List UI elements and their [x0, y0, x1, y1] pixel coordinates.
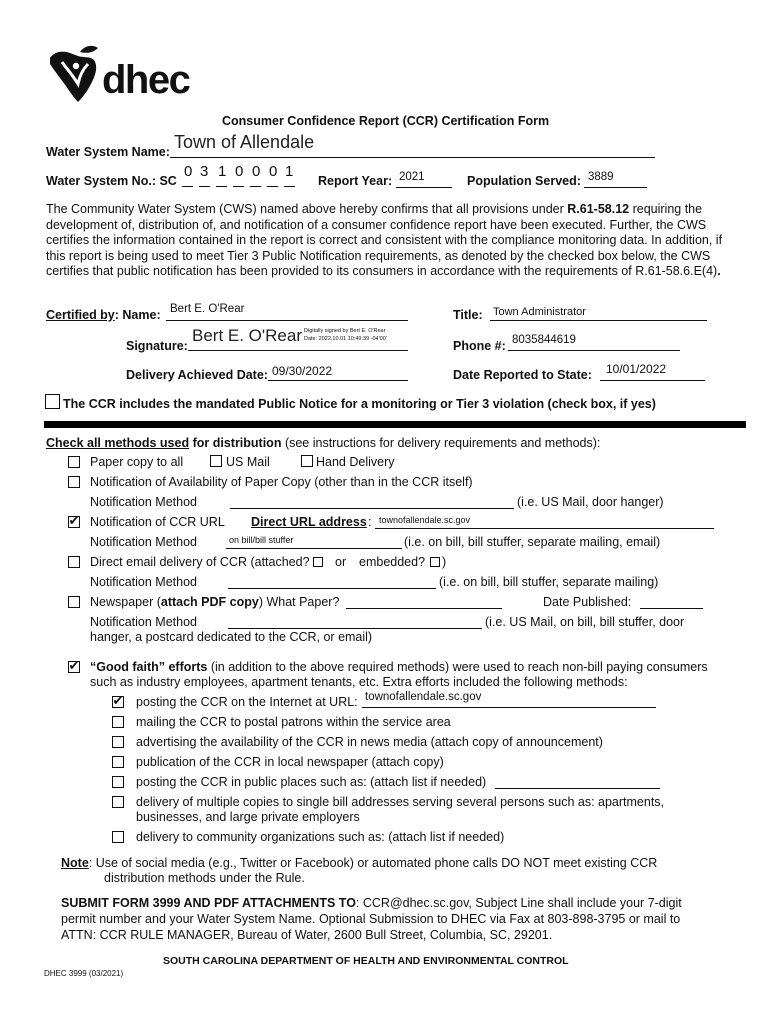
note-text: Note: Use of social media (e.g., Twitter or Facebook) or automated phone calls DO NOT meet existing CCR — [61, 856, 658, 870]
digit: 0 — [269, 163, 278, 180]
gf-community-label: delivery to community organizations such as: (attach list if needed) — [136, 830, 505, 844]
hand-delivery-checkbox[interactable] — [301, 455, 313, 467]
system-no-label: Water System No.: SC — [46, 174, 177, 188]
direct-url-line — [375, 528, 714, 529]
news-notif-line[interactable] — [228, 628, 482, 629]
gf-community-checkbox[interactable] — [112, 831, 124, 843]
good-faith-label: “Good faith” efforts (in addition to the above required methods) were used to reach non-bill paying consumers — [90, 660, 708, 674]
population-label: Population Served: — [467, 174, 581, 188]
email-or: or — [335, 555, 347, 569]
certified-name-line — [166, 320, 408, 321]
reported-line — [600, 380, 705, 381]
us-mail-checkbox[interactable] — [210, 455, 222, 467]
system-name-value[interactable]: Town of Allendale — [174, 132, 315, 152]
email-label: Direct email delivery of CCR (attached? — [90, 555, 310, 569]
signature-note-1: Digitally signed by Bert E. O'Rear — [304, 328, 386, 334]
gf-public-places-checkbox[interactable] — [112, 776, 124, 788]
newspaper-paper-line[interactable] — [346, 608, 502, 609]
signature-line — [188, 350, 408, 351]
availability-notif-hint: (i.e. US Mail, door hanger) — [517, 495, 664, 509]
submit-line-3: ATTN: CCR RULE MANAGER, Bureau of Water, 2600 Bull Street, Columbia, SC, 29201. — [61, 928, 553, 942]
system-name-line — [170, 157, 655, 158]
title-label: Title: — [453, 308, 483, 322]
delivery-line — [268, 380, 408, 381]
note-text-2: distribution methods under the Rule. — [104, 871, 305, 885]
digit: 0 — [184, 163, 193, 180]
email-notif-line[interactable] — [228, 588, 436, 589]
digit: 0 — [235, 163, 244, 180]
phone-line — [508, 350, 680, 351]
signature-value[interactable]: Bert E. O'Rear — [192, 326, 303, 345]
availability-label: Notification of Availability of Paper Copy (other than in the CCR itself) — [90, 475, 473, 489]
availability-notif-method: Notification Method — [90, 495, 198, 509]
date-published-label: Date Published: — [543, 595, 632, 609]
ccr-url-label: Notification of CCR URL — [90, 515, 225, 529]
email-notif-method: Notification Method — [90, 575, 198, 589]
delivery-label: Delivery Achieved Date: — [126, 368, 268, 382]
gf-multiple-checkbox[interactable] — [112, 796, 124, 808]
url-notif-method: Notification Method — [90, 535, 198, 549]
news-notif-hint-2: hanger, a postcard dedicated to the CCR, or email) — [90, 630, 373, 644]
gf-advertising-label: advertising the availability of the CCR in news media (attach copy of announcement) — [136, 735, 603, 749]
gf-multiple-label-2: businesses, and large private employers — [136, 810, 360, 824]
certified-by-label: Certified by: Name: — [46, 308, 161, 322]
gf-publication-checkbox[interactable] — [112, 756, 124, 768]
direct-url-label: Direct URL address — [251, 515, 367, 529]
report-year-value[interactable]: 2021 — [399, 171, 425, 183]
gf-public-places-line[interactable] — [495, 788, 660, 789]
check-mark-icon: ✔ — [68, 659, 80, 674]
gf-postal-label: mailing the CCR to postal patrons within the service area — [136, 715, 451, 729]
delivery-value[interactable]: 09/30/2022 — [272, 364, 333, 378]
digit: 1 — [285, 163, 294, 180]
public-notice-checkbox[interactable] — [45, 394, 60, 409]
gf-multiple-label-1: delivery of multiple copies to single bill addresses serving several persons such as: apartments, — [136, 795, 665, 809]
report-year-line — [396, 187, 452, 188]
gf-internet-label: posting the CCR on the Internet at URL: — [136, 695, 358, 709]
url-notif-value[interactable]: on bill/bill stuffer — [229, 535, 294, 545]
email-embedded-checkbox[interactable] — [430, 557, 440, 567]
url-notif-hint: (i.e. on bill, bill stuffer, separate mailing, email) — [404, 535, 661, 549]
section-divider — [44, 421, 746, 428]
gf-internet-value[interactable]: townofallendale.sc.gov — [365, 691, 482, 703]
digit: 3 — [200, 163, 209, 180]
direct-url-value[interactable]: townofallendale.sc.gov — [379, 515, 471, 525]
title-line — [490, 320, 707, 321]
system-no-digits[interactable] — [180, 163, 302, 187]
newspaper-checkbox[interactable] — [68, 596, 80, 608]
gf-advertising-checkbox[interactable] — [112, 736, 124, 748]
email-checkbox[interactable] — [68, 556, 80, 568]
title-value[interactable]: Town Administrator — [493, 306, 586, 318]
reported-label: Date Reported to State: — [453, 368, 592, 382]
signature-label: Signature: — [126, 339, 188, 353]
email-close: ) — [442, 555, 447, 569]
report-year-label: Report Year: — [318, 174, 393, 188]
hand-delivery-label: Hand Delivery — [316, 455, 395, 469]
system-name-label: Water System Name: — [46, 145, 170, 159]
check-mark-icon: ✔ — [112, 694, 124, 709]
good-faith-line2: such as industry employees, apartment tenants, etc. Extra efforts included the following methods: — [90, 675, 628, 689]
email-notif-hint: (i.e. on bill, bill stuffer, separate mailing) — [439, 575, 659, 589]
reported-value[interactable]: 10/01/2022 — [606, 362, 667, 376]
submit-line-1: SUBMIT FORM 3999 AND PDF ATTACHMENTS TO: CCR@dhec.sc.gov, Subject Line shall include your 7-digit — [61, 896, 682, 910]
submit-line-2: permit number and your Water System Name. Optional Submission to DHEC via Fax at 803-898-3795 or mail to — [61, 912, 681, 926]
paper-copy-checkbox[interactable] — [68, 456, 80, 468]
phone-label: Phone #: — [453, 339, 506, 353]
methods-header: Check all methods used for distribution (see instructions for delivery requirements and methods): — [46, 436, 601, 450]
gf-postal-checkbox[interactable] — [112, 716, 124, 728]
paper-copy-label: Paper copy to all — [90, 455, 184, 469]
footer-agency: SOUTH CAROLINA DEPARTMENT OF HEALTH AND ENVIRONMENTAL CONTROL — [163, 955, 569, 967]
phone-value[interactable]: 8035844619 — [512, 334, 576, 346]
form-title: Consumer Confidence Report (CCR) Certification Form — [222, 114, 550, 128]
url-notif-line — [226, 548, 402, 549]
public-notice-text: The CCR includes the mandated Public Notice for a monitoring or Tier 3 violation (check box, if yes) — [63, 397, 656, 411]
gf-publication-label: publication of the CCR in local newspaper (attach copy) — [136, 755, 444, 769]
footer-form-id: DHEC 3999 (03/2021) — [44, 969, 124, 978]
colon: : — [368, 515, 372, 529]
email-attached-checkbox[interactable] — [313, 557, 323, 567]
gf-public-places-label: posting the CCR in public places such as: (attach list if needed) — [136, 775, 487, 789]
population-value[interactable]: 3889 — [588, 171, 614, 183]
dhec-logo-text: dhec — [102, 58, 190, 102]
population-line — [584, 187, 647, 188]
check-mark-icon: ✔ — [68, 514, 80, 529]
news-notif-method: Notification Method — [90, 615, 198, 629]
gf-internet-line — [362, 707, 656, 708]
digit: 0 — [252, 163, 261, 180]
certified-name-value[interactable]: Bert E. O'Rear — [170, 303, 245, 315]
digit: 1 — [218, 163, 227, 180]
date-published-line[interactable] — [640, 608, 703, 609]
availability-notif-line[interactable] — [230, 508, 514, 509]
news-notif-hint-1: (i.e. US Mail, on bill, bill stuffer, door — [485, 615, 685, 629]
intro-paragraph: The Community Water System (CWS) named above hereby confirms that all provisions under R.61-58.12 requiring the development of, distribution of, and notification of a consumer confidence report have been executed. Further, the CWS certifies the information contained in the report is correct and consistent with the compliance monitoring data. In addition, if this report is being used to meet Tier 3 Public Notification requirements, as denoted by the checked box below, the CWS certifies that public notification has been provided to its consumers in accordance with the requirements of R.61-58.6.E(4). — [46, 202, 723, 278]
newspaper-label: Newspaper (attach PDF copy) What Paper? — [90, 595, 340, 609]
email-embedded: embedded? — [359, 555, 426, 569]
signature-note-2: Date: 2022.10.01 10:49:39 -04'00' — [304, 336, 387, 342]
availability-checkbox[interactable] — [68, 476, 80, 488]
dhec-logo — [44, 44, 204, 108]
us-mail-label: US Mail — [226, 455, 270, 469]
